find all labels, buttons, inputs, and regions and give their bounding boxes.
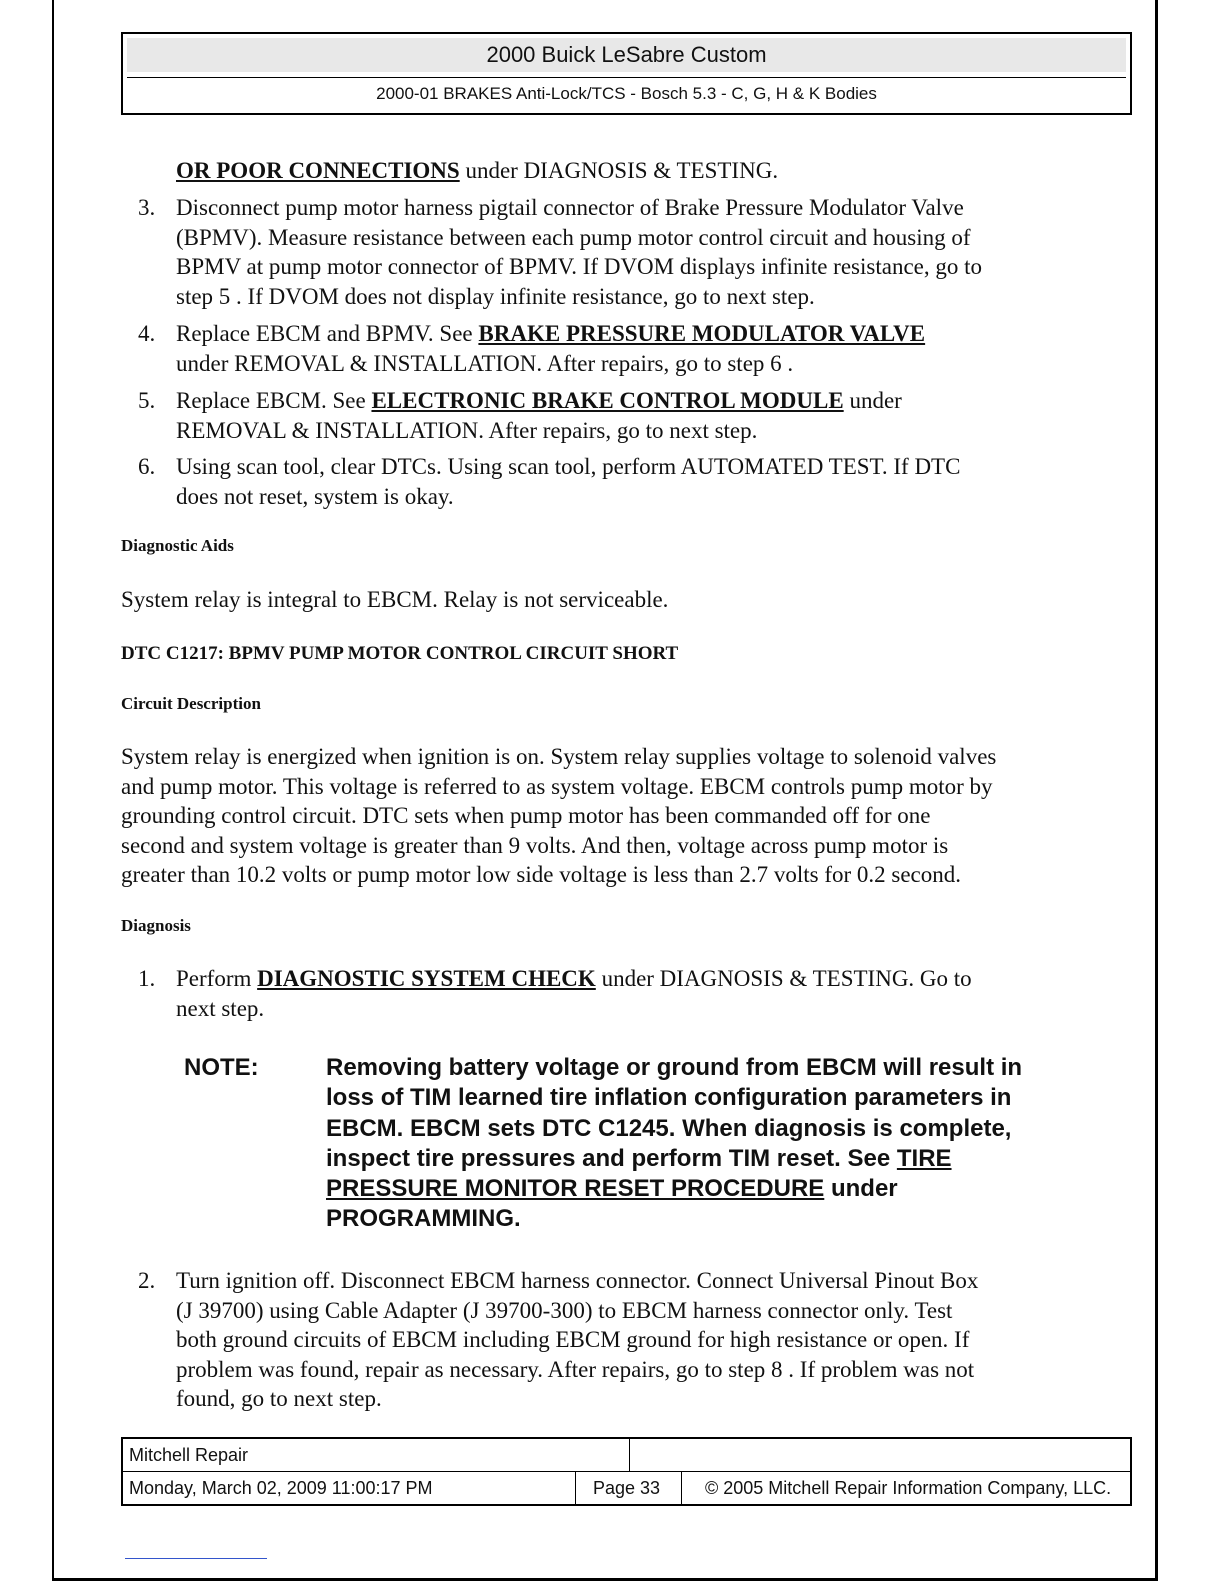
bpmv-link[interactable]: BRAKE PRESSURE MODULATOR VALVE xyxy=(478,321,926,346)
step-6-text: Using scan tool, clear DTCs. Using scan tool, perform AUTOMATED TEST. If DTC does not reset, system is okay. xyxy=(176,454,961,509)
vehicle-title: 2000 Buick LeSabre Custom xyxy=(127,38,1126,72)
diagnosis-step-2-text: Turn ignition off. Disconnect EBCM harness connector. Connect Universal Pinout Box (J 39700) using Cable Adapter (J 39700-300) to EBCM harness connector only. Test both ground circuits of EBCM including EBCM ground for high resistance or open. If problem was found, repair as necessary. After repairs, go to step 8 . If problem was not found, go to next step. xyxy=(176,1268,979,1411)
circuit-description-text: System relay is energized when ignition is on. System relay supplies voltage to solenoid valves and pump motor. This voltage is referred to as system voltage. EBCM controls pump motor by grounding control circuit. DTC sets when pump motor has been commanded off for one second and system voltage is greater than 9 volts. And then, voltage across pump motor is greater than 10.2 volts or pump motor low side voltage is less than 2.7 volts for 0.2 second. xyxy=(121,744,997,887)
diagnosis-heading: Diagnosis xyxy=(121,916,191,935)
step-5-text: Replace EBCM. See ELECTRONIC BRAKE CONTROL MODULE under REMOVAL & INSTALLATION. After repairs, go to next step. xyxy=(176,388,902,443)
step-5-number: 5. xyxy=(138,388,156,413)
step-2-continuation: OR POOR CONNECTIONS under DIAGNOSIS & TESTING. xyxy=(176,158,779,183)
diagnosis-step-2-number: 2. xyxy=(138,1268,156,1293)
step-3-text: Disconnect pump motor harness pigtail connector of Brake Pressure Modulator Valve (BPMV). Measure resistance between each pump motor control circuit and housing of BPMV at pump motor connector of BPMV. If DVOM displays infinite resistance, go to step 5 . If DVOM does not display infinite resistance, go to next step. xyxy=(176,195,982,309)
footer-date: Monday, March 02, 2009 11:00:17 PM xyxy=(129,1478,433,1498)
diagnosis-step-1-text: Perform DIAGNOSTIC SYSTEM CHECK under DIAGNOSIS & TESTING. Go to next step. xyxy=(176,966,972,1021)
step-4-number: 4. xyxy=(138,321,156,346)
diagnostic-aids-text: System relay is integral to EBCM. Relay is not serviceable. xyxy=(121,587,669,612)
tire-pressure-link-part1[interactable]: TIRE xyxy=(896,1144,952,1172)
section-subtitle: 2000-01 BRAKES Anti-Lock/TCS - Bosch 5.3 - C, G, H & K Bodies xyxy=(127,77,1126,110)
footer-page-number: Page 33 xyxy=(593,1478,661,1498)
diagnostic-aids-heading: Diagnostic Aids xyxy=(121,536,234,555)
tire-pressure-link-part2[interactable]: PRESSURE MONITOR RESET PROCEDURE xyxy=(326,1175,825,1203)
footer-copyright: © 2005 Mitchell Repair Information Company, LLC. xyxy=(705,1478,1112,1498)
note-label: NOTE: xyxy=(184,1054,259,1081)
diagnostic-system-check-link[interactable]: DIAGNOSTIC SYSTEM CHECK xyxy=(257,966,596,991)
dtc-heading: DTC C1217: BPMV PUMP MOTOR CONTROL CIRCUIT SHORT xyxy=(121,643,679,664)
poor-connections-link[interactable]: OR POOR CONNECTIONS xyxy=(176,158,460,183)
circuit-description-heading: Circuit Description xyxy=(121,694,261,713)
page-header xyxy=(121,32,1132,115)
step-6-number: 6. xyxy=(138,454,156,479)
footer-company: Mitchell Repair xyxy=(129,1445,249,1465)
ebcm-link[interactable]: ELECTRONIC BRAKE CONTROL MODULE xyxy=(371,388,844,413)
note-text: Removing battery voltage or ground from EBCM will result in loss of TIM learned tire inflation configuration parameters in EBCM. EBCM sets DTC C1245. When diagnosis is complete, inspect tire pressures and perform TIM reset. See TIRE PRESSURE MONITOR RESET PROCEDURE under PROGRAMMING. xyxy=(326,1054,1023,1233)
step-4-text: Replace EBCM and BPMV. See BRAKE PRESSURE MODULATOR VALVE under REMOVAL & INSTALLATION. After repairs, go to step 6 . xyxy=(176,321,926,376)
diagnosis-step-1-number: 1. xyxy=(138,966,156,991)
page-footer xyxy=(121,1437,1132,1506)
step-3-number: 3. xyxy=(138,195,156,220)
footer-rule xyxy=(125,1558,267,1559)
